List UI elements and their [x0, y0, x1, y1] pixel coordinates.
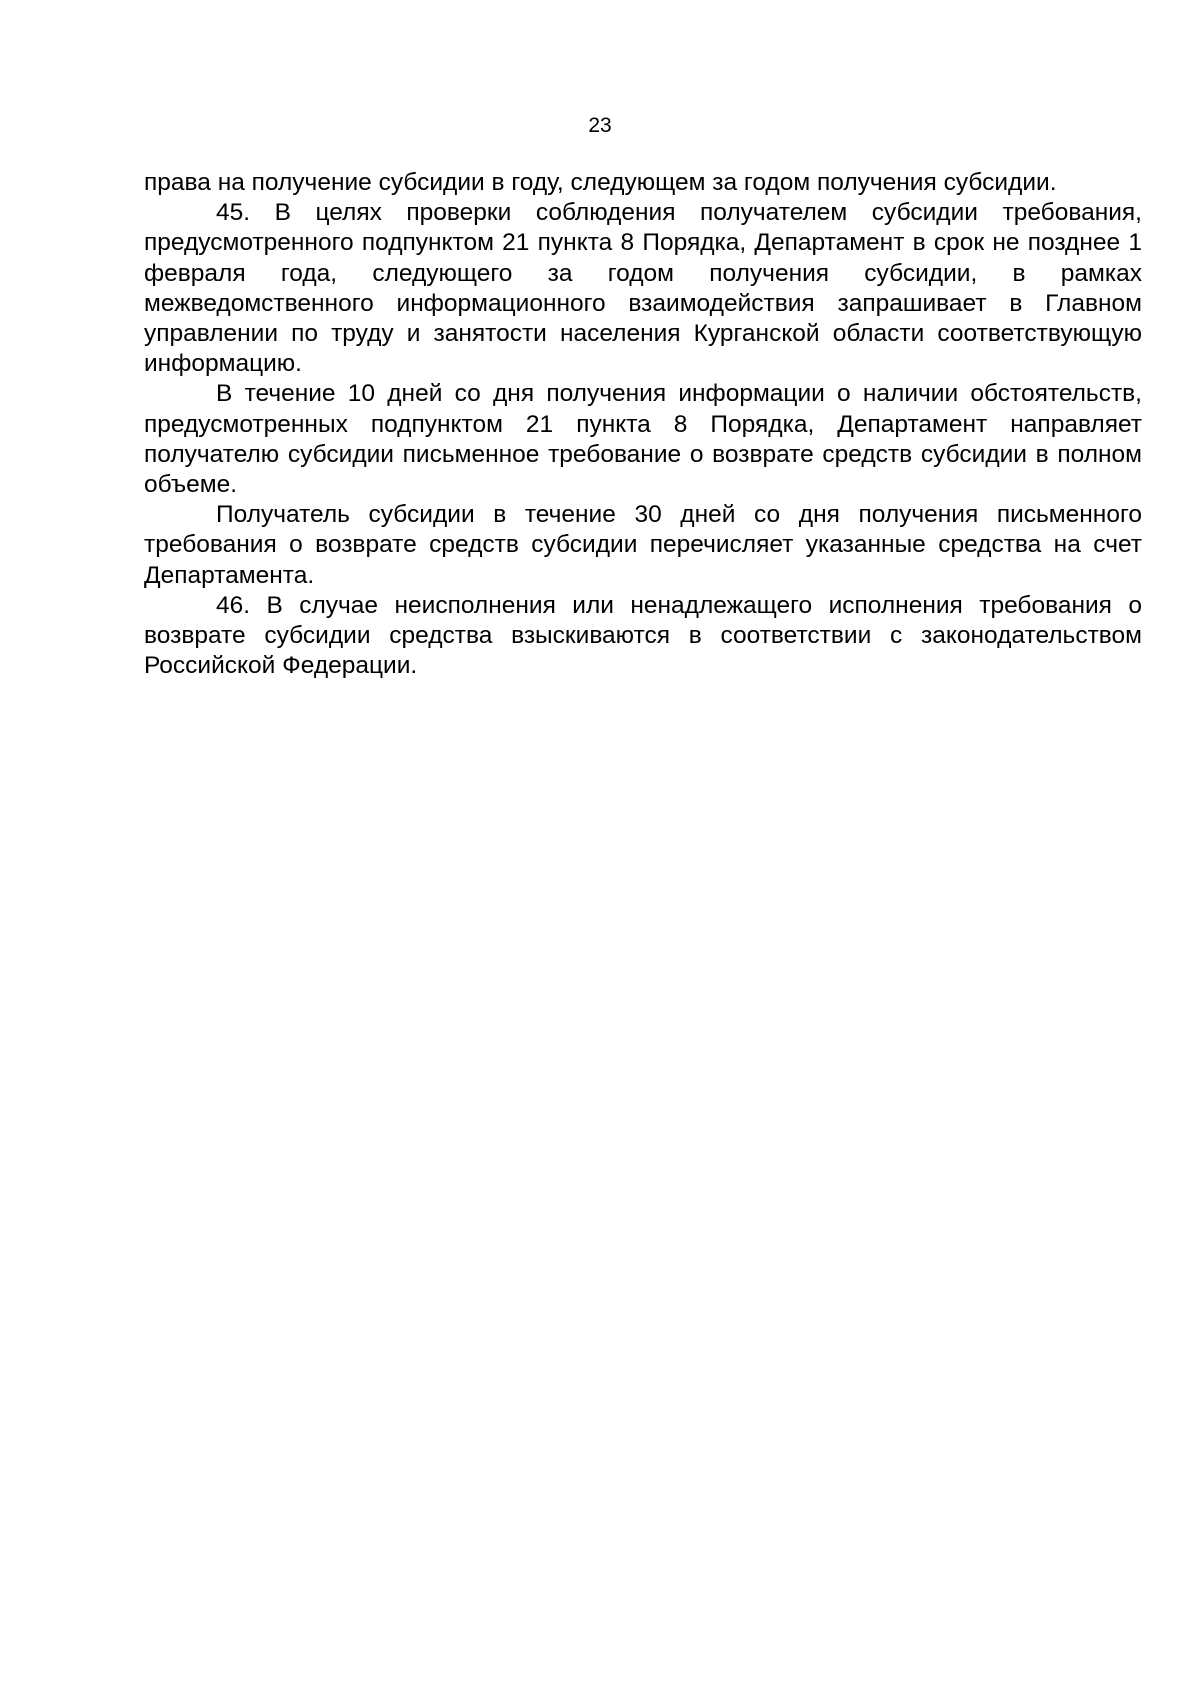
paragraph-transfer: Получатель субсидии в течение 30 дней со дня получения письменного требования о возврате средств субсидии перечисляет указанные средства на счет Департамента. — [144, 501, 1142, 589]
paragraph-return-notice: В течение 10 дней со дня получения информации о наличии обстоятельств, предусмотренных подпунктом 21 пункта 8 Порядка, Департамент направляет получателю субсидии письменное требование о возврате средств субсидии в полном объеме. — [144, 380, 1142, 499]
paragraph-46: 46. В случае неисполнения или ненадлежащего исполнения требования о возврате субсидии средства взыскиваются в соответствии с законодательством Российской Федерации. — [144, 591, 1142, 680]
page-number: 23 — [588, 114, 612, 137]
paragraph-continuation: права на получение субсидии в году, следующем за годом получения субсидии. — [144, 169, 1057, 196]
document-body — [144, 168, 1142, 681]
paragraph-45: 45. В целях проверки соблюдения получателем субсидии требования, предусмотренного подпунктом 21 пункта 8 Порядка, Департамент в срок не позднее 1 февраля года, следующего за годом получения субсидии, в рамках межведомственного информационного взаимодействия запрашивает в Главном управлении по труду и занятости населения Курганской области соответствующую информацию. — [144, 199, 1142, 378]
